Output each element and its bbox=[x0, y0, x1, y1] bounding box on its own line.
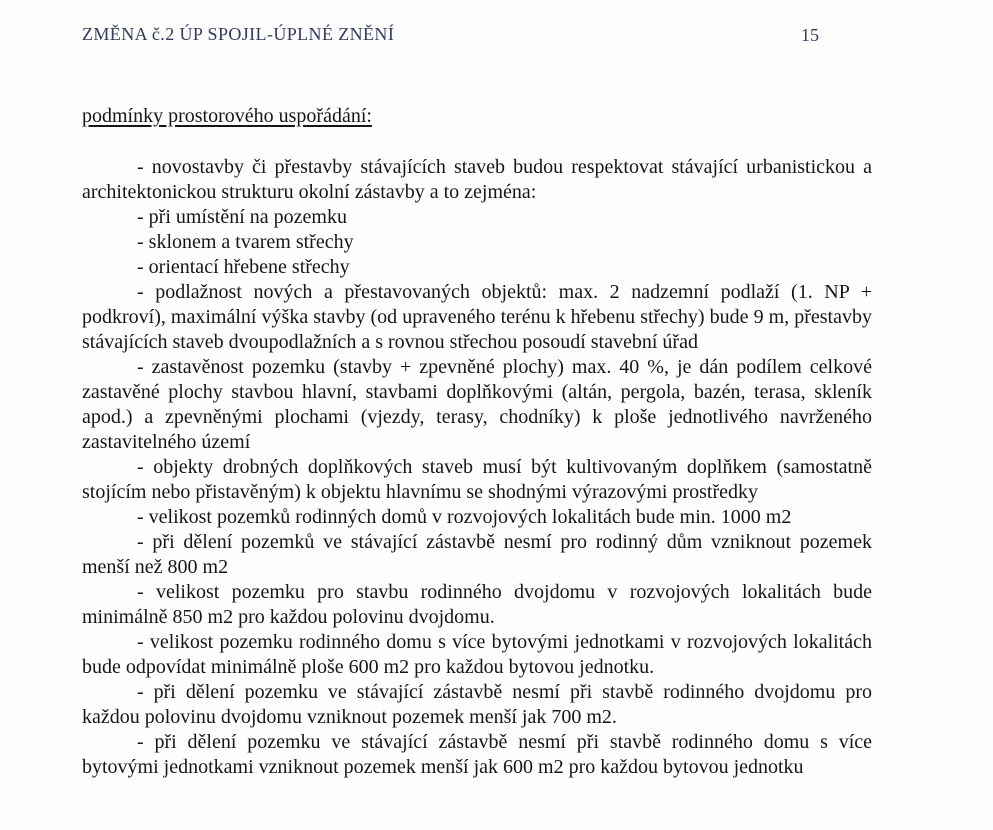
paragraph: - podlažnost nových a přestavovaných objektů: max. 2 nadzemní podlaží (1. NP + podkroví), maximální výška stavby (od upraveného terénu k hřebenu střechy) bude 9 m, přestavby stávajících staveb dvoupodlažních a s rovnou střechou posoudí stavební úřad bbox=[82, 281, 872, 353]
paragraph: - při umístění na pozemku bbox=[137, 206, 347, 228]
paragraph: - orientací hřebene střechy bbox=[137, 256, 350, 278]
document-body bbox=[82, 104, 872, 780]
paragraph: - velikost pozemků rodinných domů v rozvojových lokalitách bude min. 1000 m2 bbox=[137, 506, 792, 528]
paragraph: - při dělení pozemku ve stávající zástavbě nesmí při stavbě rodinného domu s více bytovými jednotkami vzniknout pozemek menší jak 600 m2 pro každou bytovou jednotku bbox=[82, 731, 872, 778]
page-number: 15 bbox=[801, 25, 819, 45]
paragraph: - při dělení pozemků ve stávající zástavbě nesmí pro rodinný dům vzniknout pozemek menší než 800 m2 bbox=[82, 531, 872, 578]
paragraph: - objekty drobných doplňkových staveb musí být kultivovaným doplňkem (samostatně stojícím nebo přistavěným) k objektu hlavnímu se shodnými výrazovými prostředky bbox=[82, 456, 872, 503]
paragraph: - zastavěnost pozemku (stavby + zpevněné plochy) max. 40 %, je dán podílem celkové zastavěné plochy stavbou hlavní, stavbami doplňkovými (altán, pergola, bazén, terasa, skleník apod.) a zpevněnými plochami (vjezdy, terasy, chodníky) k ploše jednotlivého navrženého zastavitelného území bbox=[82, 356, 872, 453]
section-heading: podmínky prostorového uspořádání: bbox=[82, 105, 372, 127]
paragraph: - při dělení pozemku ve stávající zástavbě nesmí při stavbě rodinného dvojdomu pro každou polovinu dvojdomu vzniknout pozemek menší jak 700 m2. bbox=[82, 681, 872, 728]
paragraph: - sklonem a tvarem střechy bbox=[137, 231, 354, 253]
document-header-title: ZMĚNA č.2 ÚP SPOJIL-ÚPLNÉ ZNĚNÍ bbox=[82, 24, 395, 44]
paragraph: - velikost pozemku rodinného domu s více bytovými jednotkami v rozvojových lokalitách bude odpovídat minimálně ploše 600 m2 pro každou bytovou jednotku. bbox=[82, 631, 872, 678]
paragraph: - velikost pozemku pro stavbu rodinného dvojdomu v rozvojových lokalitách bude minimálně 850 m2 pro každou polovinu dvojdomu. bbox=[82, 581, 872, 628]
paragraph: - novostavby či přestavby stávajících staveb budou respektovat stávající urbanistickou a architektonickou strukturu okolní zástavby a to zejména: bbox=[82, 156, 872, 203]
